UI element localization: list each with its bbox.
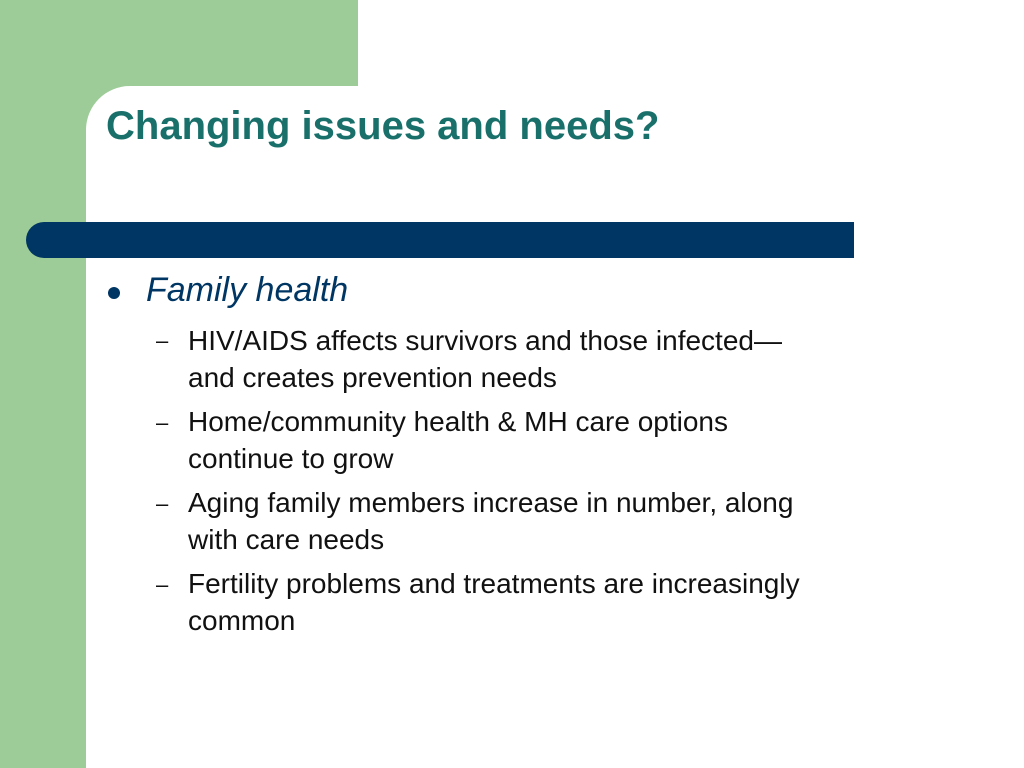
sub-bullet-dash-icon: –: [156, 410, 169, 435]
sub-bullet-fertility: [188, 565, 978, 639]
bullet-dot-icon: [108, 287, 120, 299]
sub-bullet-line: common: [188, 605, 296, 636]
sub-bullet-dash-icon: –: [156, 491, 169, 516]
sub-bullet-line: continue to grow: [188, 443, 394, 474]
sub-bullet-dash-icon: –: [156, 572, 169, 597]
sub-bullet-line: HIV/AIDS affects survivors and those infected—: [188, 325, 782, 356]
slide-title: Changing issues and needs?: [106, 104, 660, 148]
bullet-family-health: Family health: [146, 271, 349, 309]
sub-bullet-line: and creates prevention needs: [188, 362, 557, 393]
sub-bullet-home-community: [188, 403, 978, 477]
sub-bullet-hiv-aids: [188, 322, 978, 396]
sub-bullet-aging-family: [188, 484, 978, 558]
sub-bullet-line: Fertility problems and treatments are increasingly: [188, 568, 800, 599]
sub-bullet-line: Home/community health & MH care options: [188, 406, 728, 437]
sub-bullet-dash-icon: –: [156, 328, 169, 353]
sub-bullet-line: with care needs: [188, 524, 385, 555]
sub-bullet-line: Aging family members increase in number, along: [188, 487, 794, 518]
